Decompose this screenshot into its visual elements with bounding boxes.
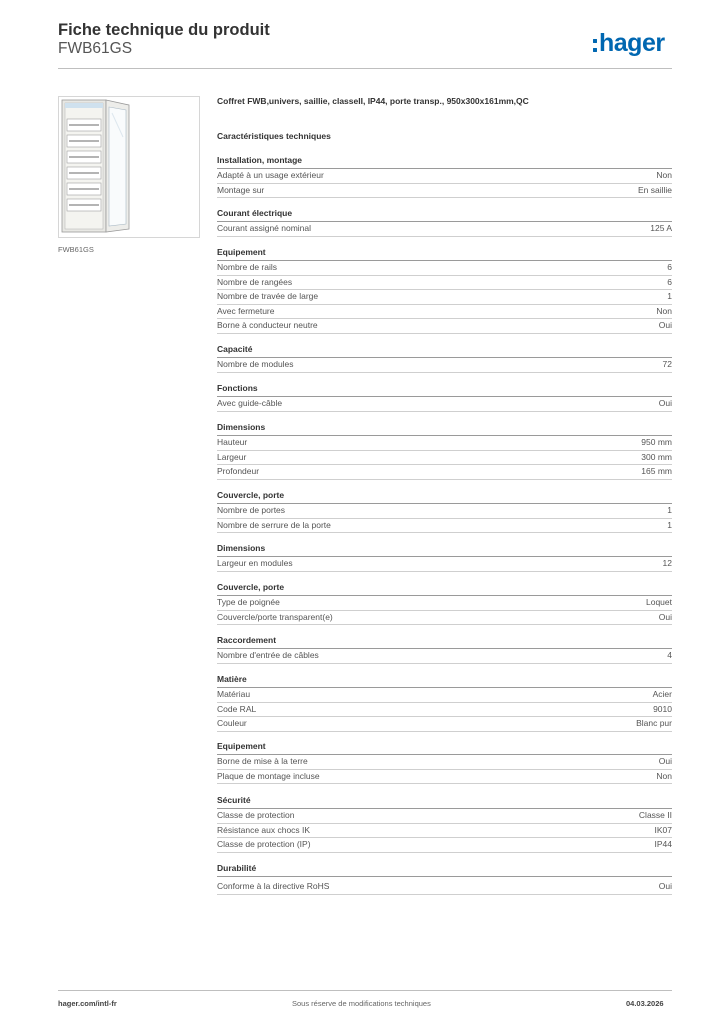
spec-label: Couvercle/porte transparent(e): [217, 611, 333, 622]
spec-value: 165 mm: [641, 466, 672, 476]
spec-row: [217, 717, 672, 732]
spec-value: 6: [667, 262, 672, 272]
enclosure-illustration-icon: [59, 97, 199, 237]
spec-label: Courant assigné nominal: [217, 223, 312, 233]
spec-group-title: Installation, montage: [217, 155, 672, 169]
spec-label: Montage sur: [217, 184, 265, 195]
spec-group: [217, 863, 672, 895]
spec-label: Type de poignée: [217, 597, 280, 607]
footer-divider: [58, 990, 672, 991]
spec-label: Profondeur: [217, 466, 260, 476]
spec-row: [217, 649, 672, 664]
spec-group-title: Dimensions: [217, 543, 672, 557]
spec-value: 300 mm: [641, 451, 672, 462]
spec-group: [217, 795, 672, 853]
spec-group-title: Capacité: [217, 344, 672, 358]
hager-logo[interactable]: [593, 28, 665, 58]
logo-colon-icon: [593, 39, 597, 52]
spec-row: [217, 305, 672, 320]
spec-value: Blanc pur: [636, 718, 672, 728]
spec-group: [217, 155, 672, 198]
spec-value: IP44: [654, 839, 672, 849]
spec-row: [217, 276, 672, 291]
spec-group-title: Sécurité: [217, 795, 672, 809]
spec-label: Largeur en modules: [217, 558, 293, 568]
spec-label: Borne à conducteur neutre: [217, 320, 318, 330]
product-image: [58, 96, 200, 238]
spec-row: [217, 557, 672, 572]
spec-row: [217, 465, 672, 480]
spec-group-title: Courant électrique: [217, 208, 672, 222]
spec-label: Avec fermeture: [217, 305, 275, 316]
spec-value: Acier: [652, 689, 672, 699]
spec-value: Non: [656, 305, 672, 316]
logo-text: hager: [599, 28, 665, 57]
spec-label: Code RAL: [217, 703, 257, 714]
spec-label: Nombre de portes: [217, 505, 286, 515]
spec-label: Classe de protection (IP): [217, 839, 311, 849]
spec-row: [217, 290, 672, 305]
spec-group: [217, 422, 672, 480]
product-reference: FWB61GS: [58, 40, 133, 57]
spec-value: 125 A: [650, 223, 672, 233]
product-description: Coffret FWB,univers, saillie, classeII, IP44, porte transp., 950x300x161mm,QC: [217, 96, 529, 106]
spec-group: [217, 674, 672, 732]
spec-row: [217, 809, 672, 824]
spec-row: [217, 824, 672, 839]
spec-value: 12: [662, 558, 672, 568]
spec-row: [217, 451, 672, 466]
spec-row: [217, 261, 672, 276]
spec-group-title: Couvercle, porte: [217, 582, 672, 596]
spec-row: [217, 519, 672, 534]
footer-website-link[interactable]: hager.com/intl-fr: [58, 999, 117, 1008]
spec-row: [217, 222, 672, 237]
spec-group-title: Equipement: [217, 247, 672, 261]
spec-row: [217, 358, 672, 373]
spec-group: [217, 741, 672, 784]
spec-group: [217, 635, 672, 664]
spec-label: Nombre de rangées: [217, 276, 293, 287]
spec-value: Oui: [658, 881, 672, 891]
spec-group: [217, 582, 672, 625]
spec-label: Couleur: [217, 718, 247, 728]
spec-group-title: Fonctions: [217, 383, 672, 397]
spec-value: Oui: [658, 756, 672, 766]
spec-label: Avec guide-câble: [217, 398, 283, 408]
page-title: Fiche technique du produit: [58, 21, 270, 39]
spec-group: [217, 344, 672, 373]
spec-value: IK07: [654, 824, 672, 835]
spec-label: Matériau: [217, 689, 251, 699]
spec-label: Nombre de modules: [217, 359, 294, 369]
spec-group-title: Equipement: [217, 741, 672, 755]
spec-label: Classe de protection: [217, 810, 295, 820]
spec-group: [217, 247, 672, 334]
spec-group-title: Durabilité: [217, 863, 672, 877]
spec-group-title: Raccordement: [217, 635, 672, 649]
spec-value: 1: [667, 291, 672, 301]
spec-value: 9010: [653, 703, 672, 714]
spec-row: [217, 504, 672, 519]
footer-disclaimer: Sous réserve de modifications techniques: [292, 999, 431, 1008]
spec-label: Adapté à un usage extérieur: [217, 170, 324, 180]
spec-row: [217, 397, 672, 412]
spec-value: Oui: [658, 320, 672, 330]
spec-value: 950 mm: [641, 437, 672, 447]
spec-row: [217, 169, 672, 184]
spec-value: Loquet: [646, 597, 672, 607]
spec-group: [217, 543, 672, 572]
spec-label: Plaque de montage incluse: [217, 770, 320, 781]
spec-group-title: Couvercle, porte: [217, 490, 672, 504]
spec-row: [217, 436, 672, 451]
spec-label: Hauteur: [217, 437, 248, 447]
spec-value: Non: [656, 170, 672, 180]
spec-row: [217, 319, 672, 334]
spec-label: Borne de mise à la terre: [217, 756, 308, 766]
spec-label: Nombre de rails: [217, 262, 277, 272]
spec-row: [217, 770, 672, 785]
spec-label: Résistance aux chocs IK: [217, 824, 311, 835]
spec-value: 1: [667, 505, 672, 515]
spec-group: [217, 383, 672, 412]
spec-value: Non: [656, 770, 672, 781]
spec-group-title: Matière: [217, 674, 672, 688]
spec-row: [217, 611, 672, 626]
spec-row: [217, 596, 672, 611]
section-title: Caractéristiques techniques: [217, 131, 331, 141]
spec-group: [217, 490, 672, 533]
header-divider: [58, 68, 672, 69]
spec-label: Nombre d'entrée de câbles: [217, 650, 319, 660]
spec-row: [217, 838, 672, 853]
spec-label: Conforme à la directive RoHS: [217, 881, 330, 891]
spec-value: 72: [662, 359, 672, 369]
spec-label: Largeur: [217, 451, 247, 462]
spec-group-title: Dimensions: [217, 422, 672, 436]
page-header: [58, 20, 270, 58]
spec-label: Nombre de travée de large: [217, 291, 319, 301]
spec-value: Oui: [658, 611, 672, 622]
spec-value: 6: [667, 276, 672, 287]
spec-value: Classe II: [638, 810, 672, 820]
spec-row: [217, 880, 672, 895]
spec-group: [217, 208, 672, 237]
spec-value: En saillie: [637, 184, 672, 195]
spec-value: Oui: [658, 398, 672, 408]
spec-label: Nombre de serrure de la porte: [217, 519, 331, 530]
spec-row: [217, 184, 672, 199]
spec-row: [217, 688, 672, 703]
spec-value: 4: [667, 650, 672, 660]
product-image-caption: FWB61GS: [58, 245, 94, 254]
spec-row: [217, 703, 672, 718]
spec-row: [217, 755, 672, 770]
footer-date: 04.03.2026: [626, 999, 664, 1008]
spec-value: 1: [667, 519, 672, 530]
